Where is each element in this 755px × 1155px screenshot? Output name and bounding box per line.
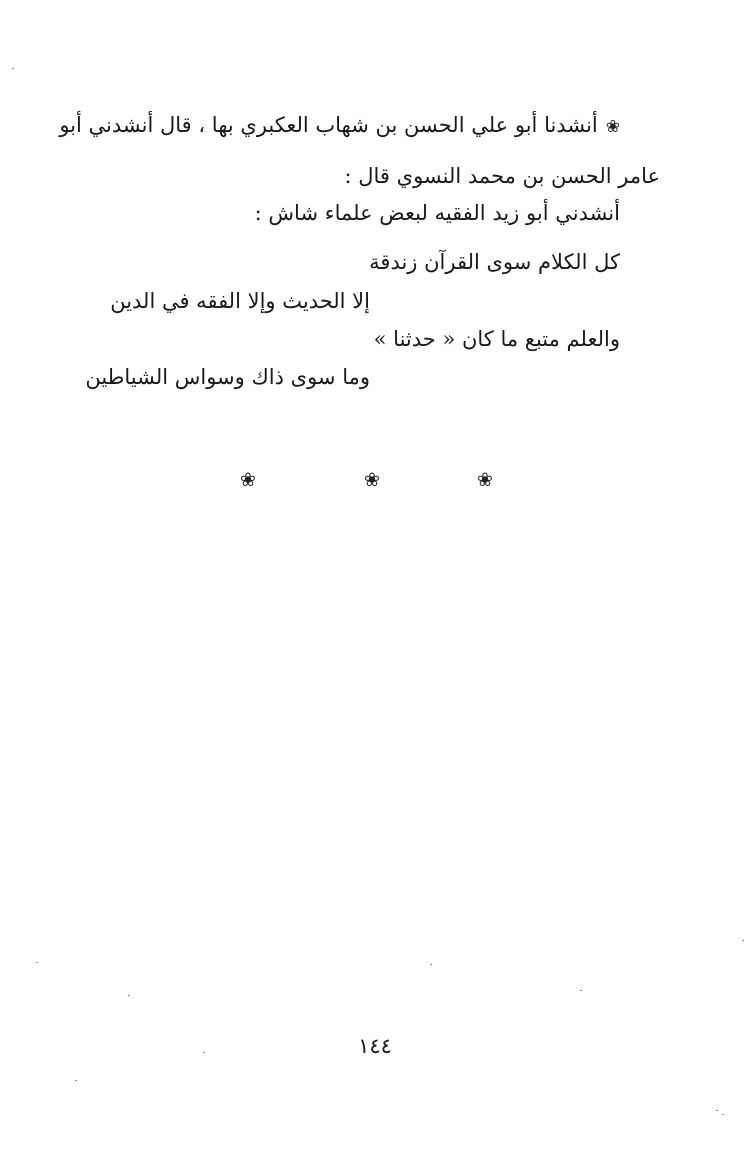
scan-speck	[430, 964, 432, 965]
section-separator-flower-icon: ❀	[477, 469, 493, 491]
section-separator-flower-icon: ❀	[240, 469, 256, 491]
scan-speck	[36, 962, 38, 963]
scan-speck	[742, 940, 744, 941]
prose-line-3: أنشدني أبو زيد الفقيه لبعض علماء شاش :	[254, 201, 620, 225]
page-number: ١٤٤	[358, 1034, 392, 1058]
scan-speck	[128, 995, 130, 996]
poem-hemistich-4: وما سوى ذاك وسواس الشياطين	[85, 365, 370, 389]
prose-line-1	[59, 110, 620, 142]
poem-hemistich-1: كل الكلام سوى القرآن زندقة	[369, 250, 620, 274]
poem-hemistich-3: والعلم متبع ما كان « حدثنا »	[373, 327, 620, 351]
prose-line-2: عامر الحسن بن محمد النسوي قال :	[344, 164, 660, 188]
scan-speck	[12, 68, 14, 69]
prose-line-1-text: أنشدنا أبو علي الحسن بن شهاب العكبري بها ، قال أنشدني أبو	[59, 113, 598, 137]
scan-speck	[75, 1080, 77, 1081]
scan-speck	[716, 1110, 718, 1111]
section-separator-flower-icon: ❀	[364, 469, 380, 491]
scan-speck	[722, 1114, 724, 1115]
flower-ornament-icon: ❀	[605, 117, 620, 137]
scan-speck	[203, 1052, 205, 1053]
poem-hemistich-2: إلا الحديث وإلا الفقه في الدين	[110, 289, 370, 313]
scan-speck	[580, 990, 582, 991]
